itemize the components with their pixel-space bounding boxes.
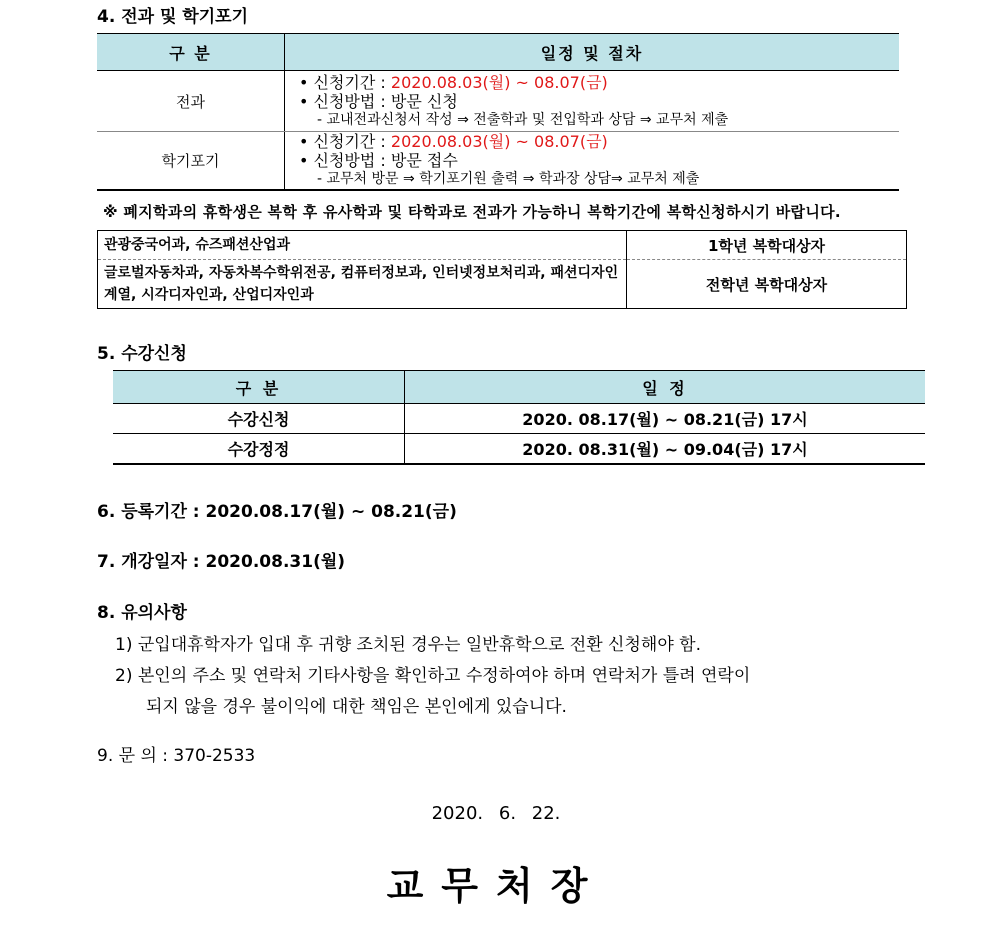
abolished-dept-notice: ※ 폐지학과의 휴학생은 복학 후 유사학과 및 타학과로 전과가 가능하니 복학기간에 복학신청하시기 바랍니다. [103,203,841,221]
table-row [98,231,907,260]
target-group: 1학년 복학대상자 [627,231,907,260]
header-category: 구 분 [97,34,285,71]
course-registration-table [113,370,925,465]
section-5-title: 5. 수강신청 [97,344,187,364]
header-category: 구 분 [113,371,405,404]
application-period: • 신청기간 : 2020.08.03(월) ~ 08.07(금) [299,132,608,151]
table-row [97,71,899,132]
application-method: • 신청방법 : 방문 접수 [299,151,458,170]
header-schedule-procedure: 일정 및 절차 [285,34,900,71]
course-table-header [113,371,925,404]
dept-list: 글로벌자동차과, 자동차복수학위전공, 컴퓨터정보과, 인터넷정보처리과, 패션디자인계열, 시각디자인과, 산업디자인과 [98,260,627,309]
table-row [113,434,925,465]
row-detail [285,71,900,132]
caution-item-2-continued: 되지 않을 경우 불이익에 대한 책임은 본인에게 있습니다. [146,697,567,717]
procedure-steps: - 교내전과신청서 작성 ⇒ 전출학과 및 전입학과 상담 ⇒ 교무처 제출 [317,111,729,128]
header-schedule: 일 정 [405,371,926,404]
transfer-table-header [97,34,899,71]
signer-title: 교무처장 [386,864,606,908]
semester-start-date: 7. 개강일자 : 2020.08.31(월) [97,552,346,572]
registration-period: 6. 등록기간 : 2020.08.17(월) ~ 08.21(금) [97,502,457,522]
period-value: 2020.08.03(월) ~ 08.07(금) [390,72,608,92]
application-method: • 신청방법 : 방문 신청 [299,91,458,111]
abolished-dept-table [97,230,907,309]
section-4-title: 4. 전과 및 학기포기 [97,7,248,27]
row-detail [285,132,900,191]
period-value: 2020.08.03(월) ~ 08.07(금) [390,132,608,151]
caution-item-2: 2) 본인의 주소 및 연락처 기타사항을 확인하고 수정하여야 하며 연락처가 틀려 연락이 [115,666,751,686]
dept-list: 관광중국어과, 슈즈패션산업과 [98,231,627,260]
row-label: 수강정정 [113,434,405,465]
section-8-title: 8. 유의사항 [97,603,187,623]
table-row [98,260,907,309]
procedure-steps: - 교무처 방문 ⇒ 학기포기원 출력 ⇒ 학과장 상담⇒ 교무처 제출 [317,171,700,187]
target-group: 전학년 복학대상자 [705,275,828,294]
row-label-transfer: 전과 [97,71,285,132]
contact-info: 9. 문 의 : 370-2533 [97,746,256,766]
application-period: • 신청기간 : 2020.08.03(월) ~ 08.07(금) [299,72,608,92]
row-schedule: 2020. 08.17(월) ~ 08.21(금) 17시 [405,404,926,434]
row-label-semester-drop: 학기포기 [97,132,285,191]
document-date: 2020. 6. 22. [431,803,561,824]
transfer-table [97,33,899,191]
caution-item-1: 1) 군입대휴학자가 입대 후 귀향 조치된 경우는 일반휴학으로 전환 신청해야 함. [115,635,701,655]
table-row [97,132,899,191]
row-schedule: 2020. 08.31(월) ~ 09.04(금) 17시 [405,434,926,465]
row-label: 수강신청 [113,404,405,434]
table-row [113,404,925,434]
